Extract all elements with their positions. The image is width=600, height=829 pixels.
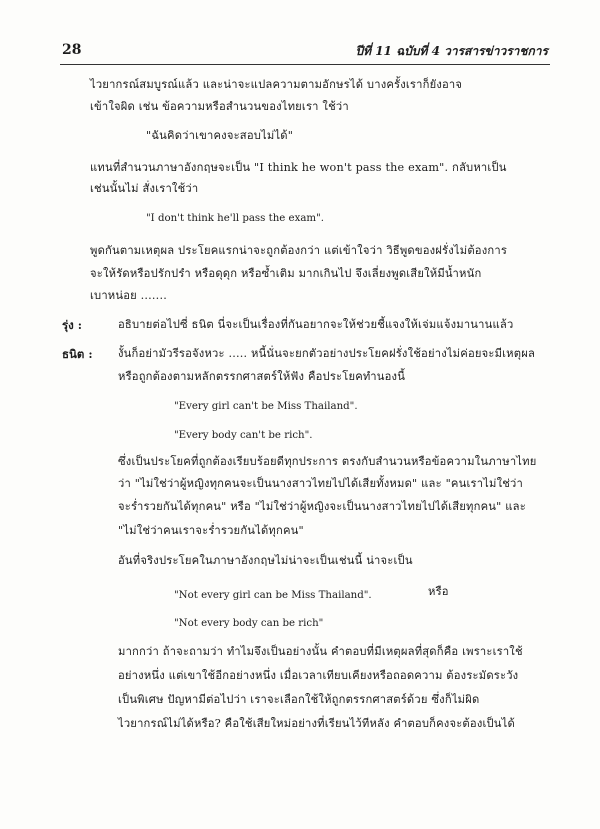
body-line: จะร่ำรวยกันได้ทุกคน" หรือ "ไม่ใช่ว่าผู้หญิงจะเป็นนางสาวไทยไปได้เสียทุกคน" และ [118, 500, 526, 513]
dialogue-line: อธิบายต่อไปซี่ ธนิต นี่จะเป็นเรื่องที่กันอยากจะให้ช่วยชี้แจงให้เจ่มแจ้งมานานแล้ว [118, 318, 514, 331]
body-line: จะให้รัดหรือปรักปรำ หรือดุดุก หรือซ้ำเติม มากเกินไป จึงเลี่ยงพูดเสียให้มีน้ำหนัก [90, 267, 482, 280]
dialogue-line: หรือถูกต้องตามหลักตรรกศาสตร์ให้ฟัง คือประโยคทำนองนี้ [118, 370, 406, 383]
example-sentence: "I don't think he'll pass the exam". [146, 213, 324, 224]
body-line: เบาหน่อย ....... [90, 289, 167, 302]
body-line: ซึ่งเป็นประโยคที่ถูกต้องเรียบร้อยดีทุกประการ ตรงกับสำนวนหรือข้อความในภาษาไทย [118, 455, 537, 468]
running-header: ปีที่ 11 ฉบับที่ 4 วารสารข่าวราชการ [355, 44, 548, 58]
page-number: 28 [62, 42, 82, 58]
body-line: เช่นนั้นไม่ สั่งเราใช้ว่า [90, 182, 199, 195]
body-line: อันที่จริงประโยคในภาษาอังกฤษไม่น่าจะเป็นเช่นนี้ น่าจะเป็น [118, 554, 413, 567]
dialogue-line: งั้นก็อย่ามัวรีรอจังหวะ ..... หนี้นั่นจะยกตัวอย่างประโยคฝรั่งใช้อย่างไม่ค่อยจะมีเหตุผล [118, 347, 536, 360]
body-line: แทนที่สำนวนภาษาอังกฤษจะเป็น "I think he won't pass the exam". กลับหาเป็น [90, 161, 507, 174]
example-sentence: "Not every girl can be Miss Thailand". [174, 590, 372, 601]
body-line: ไวยากรณ์สมบูรณ์แล้ว และน่าจะแปลความตามอักษรได้ บางครั้งเราก็ยังอาจ [90, 78, 463, 91]
conjunction-text: หรือ [428, 585, 449, 598]
example-sentence: "Every girl can't be Miss Thailand". [174, 401, 358, 412]
example-sentence: "Not every body can be rich" [174, 618, 324, 629]
body-line: เป็นพิเศษ ปัญหามีต่อไปว่า เราจะเลือกใช้ให้ถูกตรรกศาสตร์ด้วย ซึ่งก็ไม่ผิด [118, 693, 480, 706]
body-line: มากกว่า ถ้าจะถามว่า ทำไมจึงเป็นอย่างนั้น คำตอบที่มีเหตุผลที่สุดก็คือ เพราะเราใช้ [118, 645, 523, 658]
body-line: พูดกันตามเหตุผล ประโยคแรกน่าจะถูกต้องกว่า แต่เข้าใจว่า วิธีพูดของฝรั่งไม่ต้องการ [90, 244, 508, 257]
body-line: ไวยากรณ์ไม่ได้หรือ? คือใช้เสียใหม่อย่างที่เรียนไว้ทีหลัง คำตอบก็คงจะต้องเป็นได้ [118, 717, 515, 730]
speaker-label: รุ่ง : [62, 318, 83, 332]
example-sentence: "Every body can't be rich". [174, 430, 313, 441]
header-rule [60, 64, 550, 65]
speaker-label: ธนิต : [62, 347, 93, 361]
quote-line: "ฉันคิดว่าเขาคงจะสอบไม่ได้" [146, 129, 294, 142]
body-line: เข้าใจผิด เช่น ข้อความหรือสำนวนของไทยเรา ใช้ว่า [90, 100, 349, 113]
body-line: ว่า "ไม่ใช่ว่าผู้หญิงทุกคนจะเป็นนางสาวไทยไปได้เสียทั้งหมด" และ "คนเราไม่ใช่ว่า [118, 477, 523, 490]
body-line: อย่างหนึ่ง แต่เขาใช้อีกอย่างหนึ่ง เมื่อเวลาเทียบเคียงหรือถอดความ ต้องระมัดระวัง [118, 669, 519, 682]
body-line: "ไม่ใช่ว่าคนเราจะร่ำรวยกันได้ทุกคน" [118, 524, 304, 537]
